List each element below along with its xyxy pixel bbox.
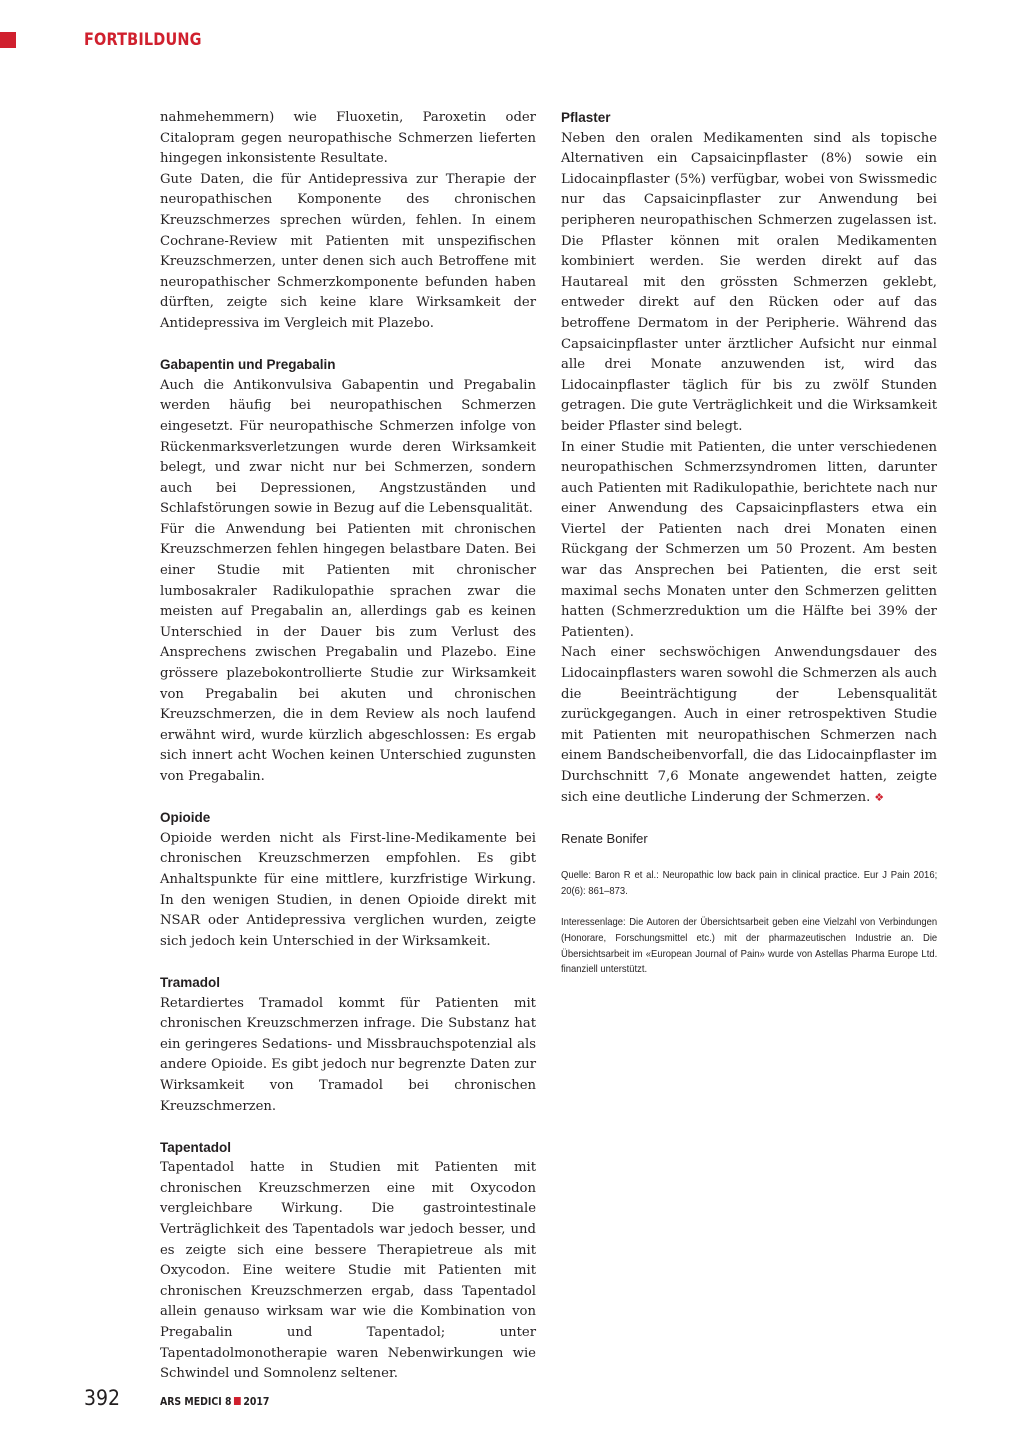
journal-name: ARS MEDICI 8 [160,1395,232,1408]
conflict-of-interest: Interessenlage: Die Autoren der Übersichtsarbeit geben eine Vielzahl von Verbindungen (Honorare, Forschungsmittel etc.) mit der pharmazeutischen Industrie an. Die Übersichtsarbeit im «European Journal of Pain» wurde von Astellas Pharma Europe Ltd. finanziell unterstützt. [561,916,938,976]
paragraph: Auch die Antikonvulsiva Gabapentin und Pregabalin werden häufig bei neuropathischen Schmerzen eingesetzt. Für neuropathische Schmerzen infolge von Rückenmarksverletzungen wurde deren Wirksamkeit belegt, und zwar nicht nur bei Schmerzen, sondern auch bei Depressionen, Angstzuständen und Schlafstörungen sowie in Bezug auf die Lebensqualität. [160,377,536,517]
paragraph: Retardiertes Tramadol kommt für Patienten mit chronischen Kreuzschmerzen infrage. Die Substanz hat ein geringeres Sedations- und Missbrauchspotenzial als andere Opioide. Es gibt jedoch nur begrenzte Daten zur Wirksamkeit von Tramadol bei chronischen Kreuzschmerzen. [160,995,536,1114]
page-number: 392 [84,1386,121,1410]
footer-journal [160,1395,269,1408]
source-citation: Quelle: Baron R et al.: Neuropathic low back pain in clinical practice. Eur J Pain 2016; 20(6): 861–873. [561,869,938,897]
section-heading-gabapentin: Gabapentin und Pregabalin [160,357,336,373]
paragraph: nahmehemmern) wie Fluoxetin, Paroxetin oder Citalopram gegen neuropathische Schmerzen lieferten hingegen inkonsistente Resultate. [160,110,536,167]
journal-year: 2017 [243,1395,270,1408]
paragraph: Gute Daten, die für Antidepressiva zur Therapie der neuropathischen Komponente des chronischen Kreuzschmerzes sprechen würden, fehlen. In einem Cochrane-Review mit Patienten mit unspezifischen Kreuzschmerzen, unter denen sich auch Betroffene mit neuropathischer Schmerzkomponente befunden haben dürften, zeigte sich keine klare Wirksamkeit der Antidepressiva im Vergleich mit Plazebo. [160,171,536,331]
paragraph: Opioide werden nicht als First-line-Medikamente bei chronischen Kreuzschmerzen empfohlen. Es gibt Anhaltspunkte für eine mittlere, kurzfristige Wirkung. In den wenigen Studien, in denen Opioide direkt mit NSAR oder Antidepressiva verglichen wurden, zeigte sich jedoch kein Unterschied in der Wirksamkeit. [160,830,536,949]
footer-separator [234,1397,241,1405]
section-marker [0,32,16,48]
left-column [160,108,536,1385]
paragraph-text: Nach einer sechswöchigen Anwendungsdauer des Lidocainpflasters waren sowohl die Schmerzen als auch die Beeinträchtigung der Lebensqualität zurückgegangen. Auch in einer retrospektiven Studie mit Patienten mit neuropathischen Schmerzen nach einem Bandscheibenvorfall, die das Lidocainpflaster im Durchschnitt 7,6 Monate angewendet hatten, zeigte sich eine deutliche Linderung der Schmerzen. [561,645,937,805]
section-heading-tramadol: Tramadol [160,974,221,990]
paragraph: In einer Studie mit Patienten, die unter verschiedenen neuropathischen Schmerzsyndromen litten, darunter auch Patienten mit Radikulopathie, berichtete nach nur einer Anwendung des Capsaicinpflasters etwa ein Viertel der Patienten nach drei Monaten einen Rückgang der Schmerzen um 50 Prozent. Am besten war das Ansprechen bei Patienten, die erst seit maximal sechs Monaten unter den Schmerzen gelitten hatten (Schmerzreduktion um die Hälfte bei 39% der Patienten). [561,439,937,640]
end-of-article-icon: ❖ [874,790,885,804]
section-heading-pflaster: Pflaster [561,110,611,125]
paragraph: Tapentadol hatte in Studien mit Patienten mit chronischen Kreuzschmerzen eine mit Oxycodon vergleichbare Wirkung. Die gastrointestinale Verträglichkeit des Tapentadols war jedoch besser, und es zeigte sich eine bessere Therapietreue als mit Oxycodon. Eine weitere Studie mit Patienten mit chronischen Kreuzschmerzen ergab, dass Tapentadol allein genauso wirksam war wie die Kombination von Pregabalin und Tapentadol; unter Tapentadolmonotherapie waren Nebenwirkungen wie Schwindel und Somnolenz seltener. [160,1160,536,1382]
paragraph: Für die Anwendung bei Patienten mit chronischen Kreuzschmerzen fehlen hingegen belastbare Daten. Bei einer Studie mit Patienten mit chronischer lumbosakraler Radikulopathie sprachen zwar die meisten auf Pregabalin an, allerdings gab es keinen Unterschied in der Dauer bis zum Verlust des Ansprechens zwischen Pregabalin und Plazebo. Eine grössere plazebokontrollierte Studie zur Wirksamkeit von Pregabalin bei akuten und chronischen Kreuzschmerzen, die in dem Review als noch laufend erwähnt wird, wurde kürzlich abgeschlossen: Es ergab sich innert acht Wochen keinen Unterschied zugunsten von Pregabalin. [160,521,536,784]
section-heading-opioide: Opioide [160,810,211,826]
section-title: FORTBILDUNG [84,30,202,50]
paragraph: Neben den oralen Medikamenten sind als topische Alternativen ein Capsaicinpflaster (8%) sowie ein Lidocainpflaster (5%) verfügbar, wobei von Swissmedic nur das Capsaicinpflaster zur Anwendung bei peripheren neuropathischen Schmerzen zugelassen ist. Die Pflaster können mit oralen Medikamenten kombiniert werden. Sie werden direkt auf das Hautareal mit den grössten Schmerzen geklebt, entweder direkt auf den Rücken oder auf das betroffene Dermatom in der Peripherie. Während das Capsaicinpflaster unter ärztlicher Aufsicht nur einmal alle drei Monate anzuwenden ist, wird das Lidocainpflaster täglich für bis zu zwölf Stunden getragen. Die gute Verträglichkeit und die Wirksamkeit beider Pflaster sind belegt. [561,130,937,434]
author-name: Renate Bonifer [561,831,648,847]
right-column [561,108,937,978]
section-heading-tapentadol: Tapentadol [160,1139,232,1155]
paragraph-last [561,643,937,808]
